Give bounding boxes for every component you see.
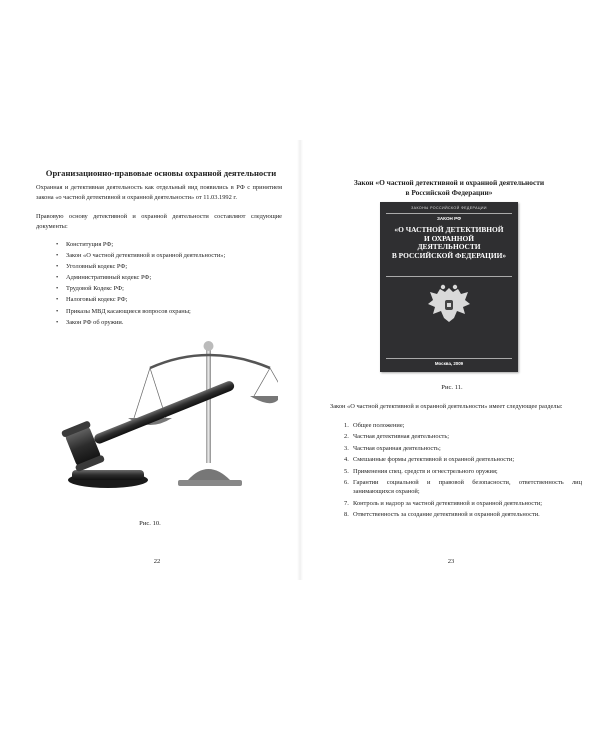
documents-list (56, 239, 286, 328)
item-number: 5. (344, 467, 349, 475)
item-text: Частная детективная деятельность; (353, 433, 450, 441)
gavel-icon (61, 365, 243, 488)
list-item: • Уголовный кодекс РФ; (56, 261, 286, 272)
left-page-title: Организационно-правовые основы охранной деятельности (45, 168, 277, 178)
list-item: • Закон «О частной детективной и охранной деятельности»; (56, 250, 286, 261)
item-text: Частная охранная деятельность; (353, 444, 441, 452)
list-item (344, 499, 582, 508)
sections-list (344, 421, 582, 522)
book-title-line: И ОХРАННОЙ (423, 233, 474, 243)
item-number: 4. (344, 456, 349, 464)
list-item: • Конституция РФ; (56, 239, 286, 250)
book-title (384, 226, 514, 260)
list-item (344, 421, 582, 430)
book-title-line: «О ЧАСТНОЙ ДЕТЕКТИВНОЙ (394, 225, 504, 234)
item-text: Смешанные формы детективной и охранной деятельности; (353, 456, 515, 464)
item-text: Контроль и надзор за частной детективной и охранной деятельности; (353, 499, 543, 507)
item-text: Гарантии социальной и правовой безопасности, ответственность лиц занимающихся охраной; (353, 479, 582, 496)
list-item (344, 510, 582, 519)
item-number: 1. (344, 422, 349, 429)
divider (386, 358, 512, 359)
divider (386, 213, 512, 214)
list-item (344, 478, 582, 497)
right-page-title (322, 178, 576, 198)
figure-caption: Рис. 11. (441, 384, 463, 391)
book-series: ЗАКОНЫ РОССИЙСКОЙ ФЕДЕРАЦИИ (411, 206, 487, 210)
list-item: • Налоговый кодекс РФ; (56, 294, 286, 305)
title-line: в Российской Федерации» (405, 188, 493, 197)
item-text: Применения спец. средств и огнестрельного оружия; (353, 467, 498, 475)
title-line: Закон «О частной детективной и охранной деятельности (353, 178, 545, 187)
list-item (344, 432, 582, 441)
list-item: • Трудовой Кодекс РФ; (56, 283, 286, 294)
list-item: • Закон РФ об оружии. (56, 317, 286, 328)
law-book-cover (380, 202, 518, 372)
list-item: • Приказы МВД касающиеся вопросов охраны; (56, 306, 286, 317)
book-title-line: ДЕЯТЕЛЬНОСТИ (417, 242, 481, 252)
item-text: Общее положение; (353, 422, 405, 429)
page-number: 22 (153, 558, 161, 565)
figure-caption: Рис. 10. (139, 520, 161, 527)
book-city-year: Москва, 2009 (434, 361, 464, 366)
double-headed-eagle-icon (424, 280, 474, 330)
list-item (344, 455, 582, 464)
scales-and-gavel-illustration (38, 330, 278, 500)
list-item: • Административный кодекс РФ; (56, 272, 286, 283)
intro-paragraph: Охранная и детективная деятельность как отдельный вид появились в РФ с принятием закона «о частной детективной и охранной деятельности» от 11.03.1992 г. (36, 184, 282, 201)
item-number: 3. (344, 444, 349, 452)
item-number: 8. (344, 511, 349, 519)
sections-intro: Закон «О частной детективной и охранной деятельности» имеет следующее разделы: (330, 403, 563, 410)
item-number: 6. (344, 479, 349, 487)
item-text: Ответственность за создание детективной и охранной деятельности. (353, 511, 540, 519)
legal-basis-paragraph: Правовую основу детективной и охранной деятельности составляют следующие документы: (36, 213, 282, 230)
right-page (300, 0, 600, 750)
item-number: 2. (344, 433, 349, 441)
book-title-line: В РОССИЙСКОЙ ФЕДЕРАЦИИ» (391, 250, 507, 260)
page-number: 23 (447, 558, 455, 565)
divider (386, 276, 512, 277)
list-item (344, 444, 582, 453)
item-number: 7. (344, 499, 349, 507)
list-item (344, 467, 582, 476)
book-kicker: ЗАКОН РФ (436, 216, 462, 221)
